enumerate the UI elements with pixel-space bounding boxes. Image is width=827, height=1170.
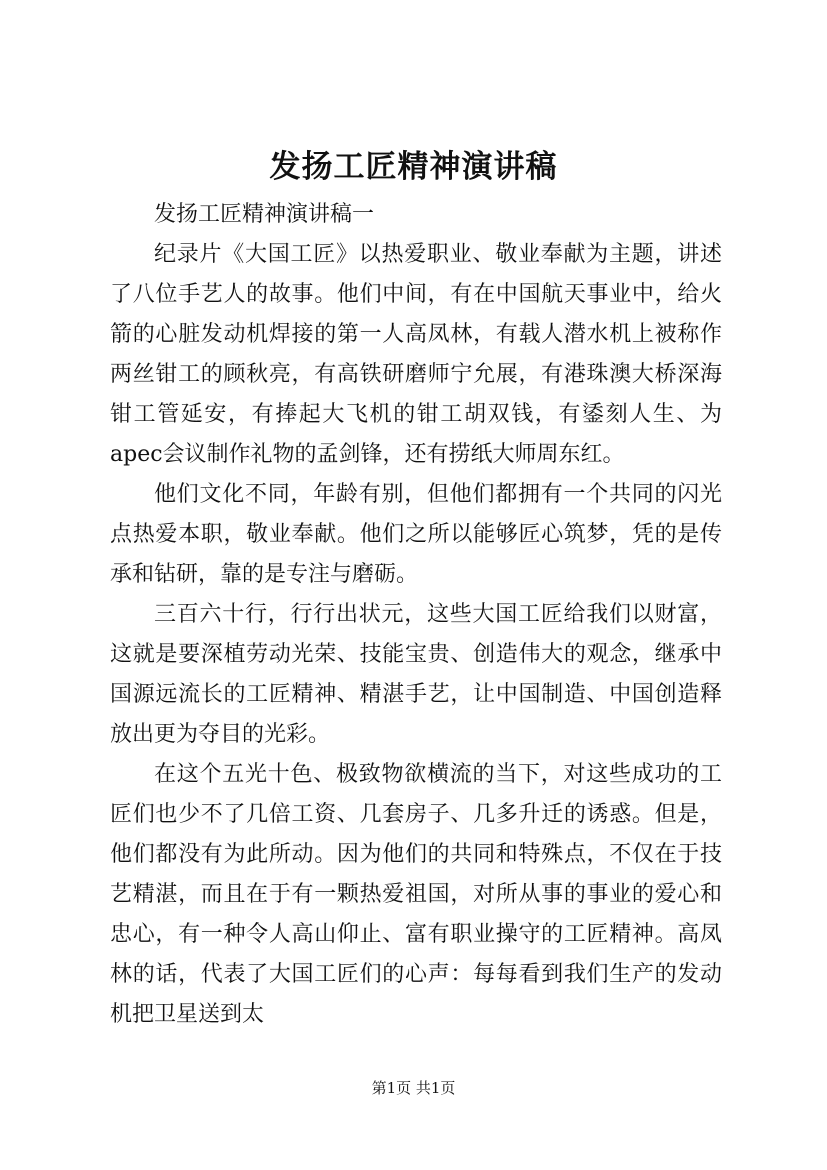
paragraph-2: 他们文化不同，年龄有别，但他们都拥有一个共同的闪光点热爱本职，敬业奉献。他们之所以能够匠心筑梦，凭的是传承和钻研，靠的是专注与磨砺。: [110, 482, 722, 587]
paragraph-4: 在这个五光十色、极致物欲横流的当下，对这些成功的工匠们也少不了几倍工资、几套房子、几多升迁的诱惑。但是，他们都没有为此所动。因为他们的共同和特殊点，不仅在于技艺精湛，而且在于有一颗热爱祖国，对所从事的事业的爱心和忠心，有一种令人高山仰止、富有职业操守的工匠精神。高凤林的话，代表了大国工匠们的心声：每每看到我们生产的发动机把卫星送到太: [110, 762, 722, 1027]
paragraph-1: 纪录片《大国工匠》以热爱职业、敬业奉献为主题，讲述了八位手艺人的故事。他们中间，有在中国航天事业中，给火箭的心脏发动机焊接的第一人高凤林，有载人潜水机上被称作两丝钳工的顾秋亮，有高铁研磨师宁允展，有港珠澳大桥深海钳工管延安，有捧起大飞机的钳工胡双钱，有鋈刻人生、为apec会议制作礼物的孟剑锋，还有捞纸大师周东红。: [110, 242, 722, 467]
document-body: [110, 195, 722, 1035]
page-number-footer: 第1页 共1页: [371, 1079, 456, 1097]
document-title: 发扬工匠精神演讲稿: [269, 149, 558, 185]
paragraph-3: 三百六十行，行行出状元，这些大国工匠给我们以财富，这就是要深植劳动光荣、技能宝贵、创造伟大的观念，继承中国源远流长的工匠精神、精湛手艺，让中国制造、中国创造释放出更为夺目的光彩。: [110, 602, 722, 747]
section-heading: 发扬工匠精神演讲稿一: [154, 202, 375, 227]
